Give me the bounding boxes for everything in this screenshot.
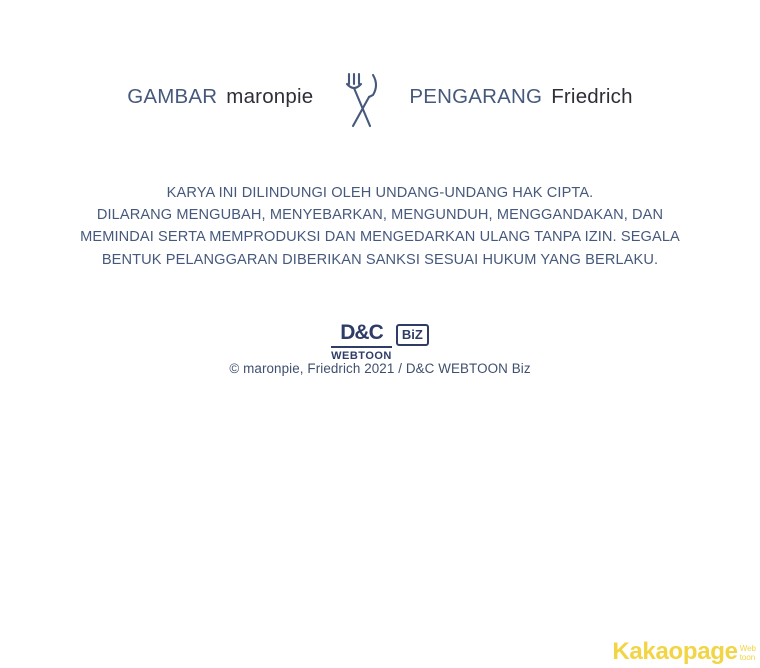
kakaopage-watermark xyxy=(612,640,756,664)
kakaopage-watermark-sub-line-1: Web xyxy=(739,644,756,654)
kakaopage-watermark-text: Kakaopage xyxy=(612,638,738,665)
publisher-logo xyxy=(0,322,760,362)
kakaopage-watermark-sub-line-2: toon xyxy=(739,652,756,662)
copyright-notice xyxy=(0,182,760,271)
credit-artist xyxy=(127,85,313,109)
publisher-logo-wordmark xyxy=(331,322,392,362)
copyright-notice-line-1: KARYA INI DILINDUNGI OLEH UNDANG-UNDANG HAK CIPTA. xyxy=(166,185,594,201)
lace-ornament-svg xyxy=(0,0,760,30)
publisher-logo-inner xyxy=(331,322,429,362)
crossed-cutlery-icon xyxy=(339,70,383,132)
credit-artist-role: GAMBAR xyxy=(127,85,218,108)
publisher-logo-dc-text: D&C xyxy=(340,321,383,344)
credit-artist-name: maronpie xyxy=(226,85,314,108)
copyright-line: © maronpie, Friedrich 2021 / D&C WEBTOON Biz xyxy=(229,361,531,376)
copyright-notice-line-4: BENTUK PELANGGARAN DIBERIKAN SANKSI SESUAI HUKUM YANG BERLAKU. xyxy=(101,251,659,268)
credits-row xyxy=(0,66,760,128)
credit-writer-name: Friedrich xyxy=(551,85,633,108)
copyright-notice-line-3: MEMINDAI SERTA MEMPRODUKSI DAN MENGEDARKAN ULANG TANPA IZIN. SEGALA xyxy=(80,229,680,246)
publisher-logo-biz-badge: BiZ xyxy=(396,324,429,346)
credit-writer xyxy=(409,85,632,109)
copyright-notice-line-2: DILARANG MENGUBAH, MENYEBARKAN, MENGUNDUH, MENGGANDAKAN, DAN xyxy=(96,207,664,224)
kakaopage-watermark-sub xyxy=(740,645,756,664)
credit-writer-role: PENGARANG xyxy=(409,85,543,108)
lace-ornament xyxy=(0,0,760,30)
publisher-logo-webtoon-text: WEBTOON xyxy=(331,346,392,362)
